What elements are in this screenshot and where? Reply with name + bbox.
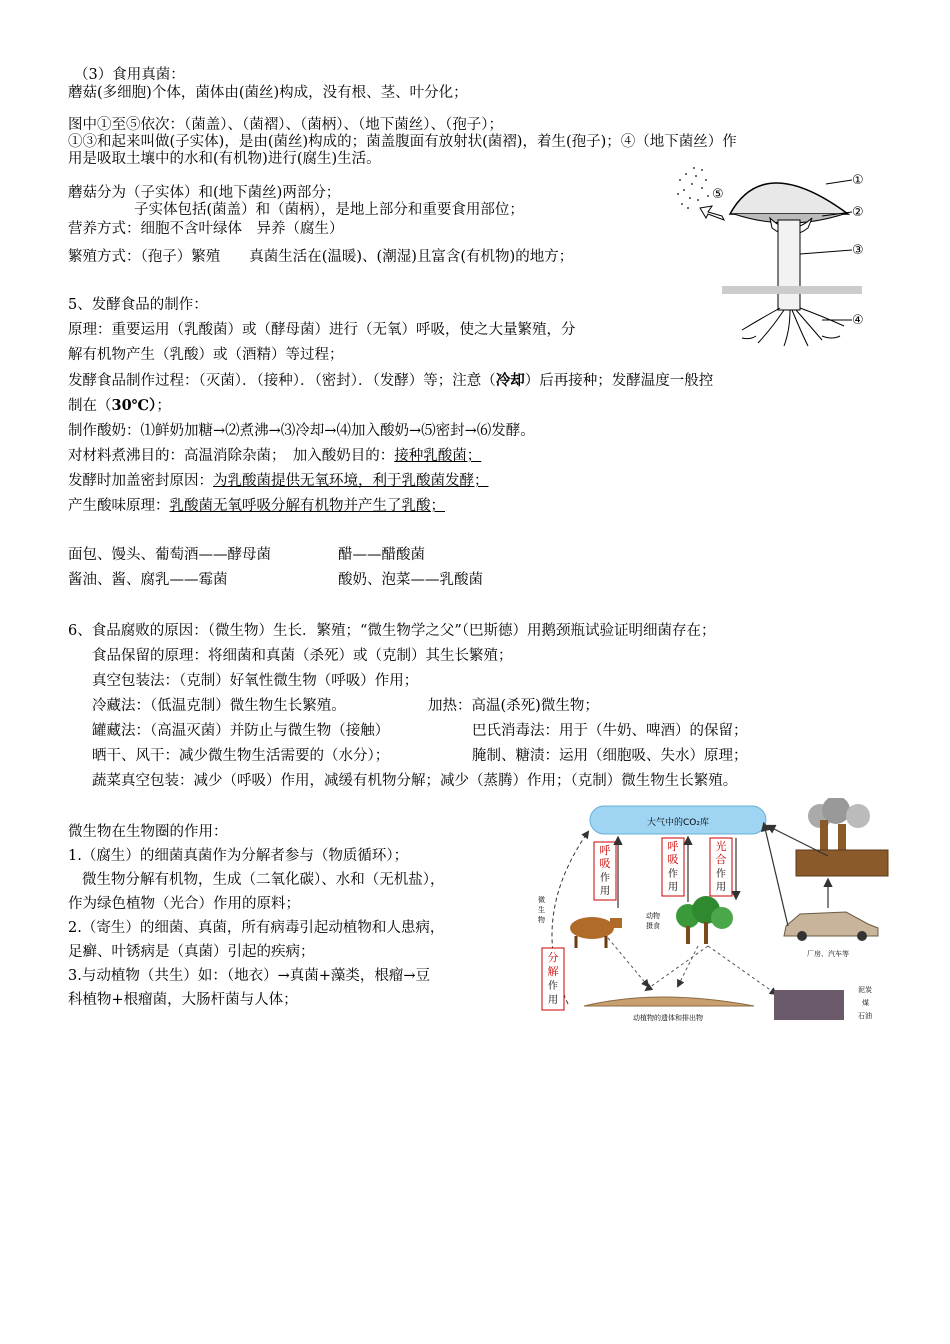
micro-line: 微生物分解有机物，生成（二氧化碳）、水和（无机盐）， — [82, 872, 445, 888]
carbon-cycle-diagram — [528, 798, 894, 1024]
svg-text:光: 光 — [715, 840, 727, 853]
svg-text:动物: 动物 — [646, 912, 660, 920]
label-3: ③ — [852, 243, 864, 258]
svg-text:用: 用 — [600, 886, 610, 897]
micro-line: 足癣、叶锈病是（真菌）引起的疾病； — [68, 944, 315, 960]
s6-line: 加热：高温(杀死)微生物； — [428, 698, 599, 714]
trees-icon — [676, 896, 733, 944]
s6-line: 罐藏法：（高温灭菌）并防止与微生物（接触） — [92, 723, 390, 739]
s5-title: 5、发酵食品的制作： — [68, 297, 208, 313]
s3-line: 蘑菇分为（子实体）和(地下菌丝)两部分； — [68, 185, 341, 201]
svg-text:用: 用 — [668, 882, 678, 893]
cow-icon — [570, 917, 622, 948]
stalk — [778, 220, 800, 310]
micro-title: 微生物在生物圈的作用： — [68, 824, 228, 840]
spore-arrow — [700, 206, 724, 220]
s3-line: 蘑菇(多细胞)个体，菌体由(菌丝)构成，没有根、茎、叶分化； — [68, 85, 468, 101]
svg-text:呼: 呼 — [667, 840, 679, 853]
s5-line: 对材料煮沸目的：高温消除杂菌； 加入酸奶目的：接种乳酸菌； — [68, 448, 482, 464]
micro-line: 科植物+根瘤菌，大肠杆菌与人体； — [68, 992, 298, 1008]
svg-text:生: 生 — [538, 906, 545, 914]
s6-line: 巴氏消毒法：用于（牛奶、啤酒）的保留； — [472, 723, 748, 739]
micro-line: 2.（寄生）的细菌、真菌，所有病毒引起动植物和人患病， — [68, 920, 445, 936]
mycelium-roots — [742, 308, 844, 346]
s5-line: 原理：重要运用（乳酸菌）或（酵母菌）进行（无氧）呼吸，使之大量繁殖，分 — [68, 322, 576, 338]
s3-line: 繁殖方式：（孢子）繁殖 真菌生活在(温暖)、(潮湿)且富含(有机物)的地方； — [68, 249, 574, 265]
svg-text:石油: 石油 — [858, 1012, 872, 1020]
food-item: 面包、馒头、葡萄酒——酵母菌 — [68, 547, 271, 563]
micro-line: 作为绿色植物（光合）作用的原料； — [68, 896, 300, 912]
respiration-label-1 — [594, 842, 616, 900]
svg-text:物: 物 — [538, 916, 545, 924]
s6-line: 食品保留的原理：将细菌和真菌（杀死）或（克制）其生长繁殖； — [92, 648, 513, 664]
svg-text:吸: 吸 — [599, 857, 611, 870]
label-1: ① — [852, 173, 864, 188]
s3-line: 营养方式：细胞不含叶绿体 异养（腐生） — [68, 221, 344, 237]
decomposition-label — [542, 948, 564, 1010]
mushroom-diagram — [672, 158, 872, 348]
svg-text:解: 解 — [547, 965, 559, 978]
svg-text:用: 用 — [548, 995, 558, 1006]
bold-temp: 30℃） — [111, 397, 157, 414]
factory-icon — [796, 798, 888, 876]
svg-text:作: 作 — [600, 873, 610, 884]
svg-text:分: 分 — [547, 951, 559, 964]
svg-text:作: 作 — [548, 981, 558, 992]
s6-line: 冷藏法：（低温克制）微生物生长繁殖。 — [92, 698, 346, 714]
spores-icon — [677, 167, 709, 209]
svg-text:作: 作 — [668, 869, 678, 880]
bold-cooling: 冷却 — [495, 372, 525, 389]
remains-pile — [584, 997, 754, 1006]
s5-line: 发酵时加盖密封原因：为乳酸菌提供无氧环境，利于乳酸菌发酵； — [68, 473, 489, 489]
svg-text:用: 用 — [716, 882, 726, 893]
svg-text:厂房、汽车等: 厂房、汽车等 — [807, 950, 849, 958]
label-4: ④ — [852, 313, 864, 328]
s6-line: 蔬菜真空包装：减少（呼吸）作用，减缓有机物分解；减少（蒸腾）作用；（克制）微生物生长繁殖。 — [92, 773, 738, 789]
car-icon — [784, 912, 878, 941]
s6-line: 晒干、风干：减少微生物生活需要的（水分）； — [92, 748, 390, 764]
svg-text:呼: 呼 — [599, 844, 611, 857]
food-item: 醋——醋酸菌 — [338, 547, 425, 563]
s3-line: 用是吸取土壤中的水和(有机物)进行(腐生)生活。 — [68, 151, 381, 167]
label-5: ⑤ — [712, 187, 724, 202]
s3-heading: （3）食用真菌： — [74, 67, 185, 83]
s6-line: 腌制、糖渍：运用（细胞吸、失水）原理； — [472, 748, 748, 764]
micro-line: 3.与动植物（共生）如：（地衣）→真菌+藻类，根瘤→豆 — [68, 968, 431, 984]
s6-title: 6、食品腐败的原因：（微生物）生长．繁殖；“微生物学之父”（巴斯德）用鹅颈瓶试验证明细菌存在； — [68, 623, 716, 639]
svg-text:动植物的遗体和排出物: 动植物的遗体和排出物 — [633, 1014, 703, 1022]
food-item: 酸奶、泡菜——乳酸菌 — [338, 572, 483, 588]
respiration-label-2 — [662, 838, 684, 896]
s3-line: 图中①至⑤依次：（菌盖）、（菌褶）、（菌柄）、（地下菌丝）、（孢子）； — [68, 117, 503, 133]
s5-line: 制作酸奶：⑴鲜奶加糖→⑵煮沸→⑶冷却→⑷加入酸奶→⑸密封→⑹发酵。 — [68, 423, 535, 439]
svg-text:泥炭: 泥炭 — [858, 986, 872, 994]
soil — [722, 286, 862, 294]
photosynthesis-label — [710, 838, 732, 896]
food-item: 酱油、酱、腐乳——霉菌 — [68, 572, 228, 588]
s5-line: 解有机物产生（乳酸）或（酒精）等过程； — [68, 347, 344, 363]
svg-text:作: 作 — [716, 869, 726, 880]
s3-line: 子实体包括(菌盖）和（菌柄），是地上部分和重要食用部位； — [134, 202, 524, 218]
svg-text:大气中的CO₂库: 大气中的CO₂库 — [647, 818, 709, 828]
s5-line: 产生酸味原理：乳酸菌无氧呼吸分解有机物并产生了乳酸； — [68, 498, 445, 514]
svg-text:微: 微 — [538, 896, 545, 904]
svg-text:合: 合 — [715, 853, 727, 866]
cap — [730, 183, 848, 214]
svg-text:煤: 煤 — [862, 999, 869, 1007]
svg-text:摄食: 摄食 — [646, 922, 660, 930]
micro-line: 1.（腐生）的细菌真菌作为分解者参与（物质循环）； — [68, 848, 409, 864]
label-2: ② — [852, 205, 864, 220]
s5-line: 制在（30℃）； — [68, 397, 171, 414]
s3-line: ①③和起来叫做(子实体)，是由(菌丝)构成的；菌盖腹面有放射状(菌褶)，着生(孢子)；④（地下菌丝）作 — [68, 134, 737, 150]
svg-text:吸: 吸 — [667, 853, 679, 866]
s5-line: 发酵食品制作过程：（灭菌）．（接种）．（密封）．（发酵）等；注意（冷却）后再接种；发酵温度一般控 — [68, 372, 714, 389]
fossil-layer — [774, 990, 844, 1020]
s6-line: 真空包装法：（克制）好氧性微生物（呼吸）作用； — [92, 673, 419, 689]
